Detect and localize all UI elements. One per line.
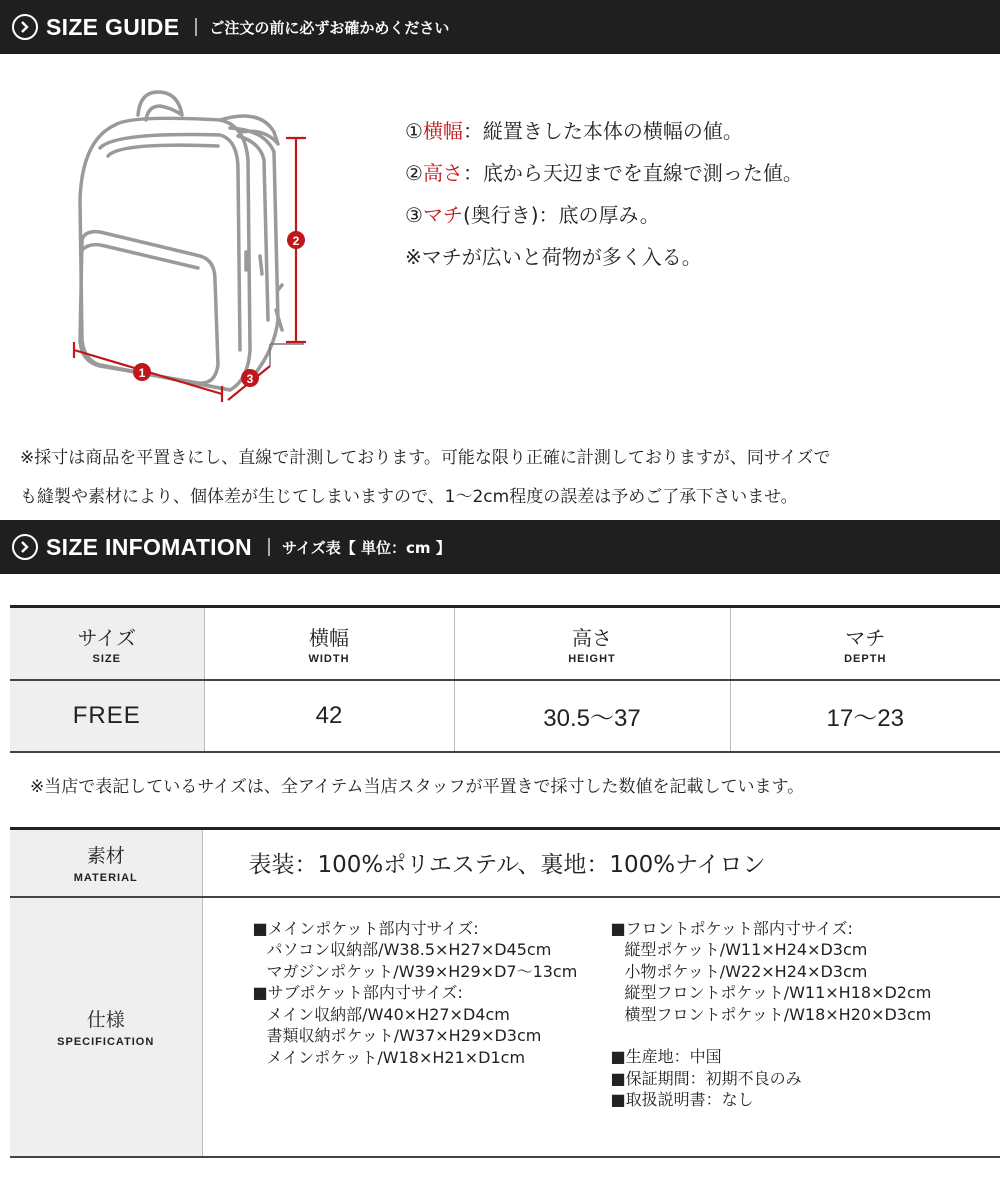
list-item: 縦型フロントポケット/W11×H18×D2cm bbox=[624, 983, 932, 1002]
list-item: ■生産地：中国 bbox=[610, 1047, 722, 1066]
svg-text:1: 1 bbox=[138, 366, 146, 380]
list-item: 書類収納ポケット/W37×H29×D3cm bbox=[266, 1026, 542, 1045]
list-item: ■フロントポケット部内寸サイズ: bbox=[610, 918, 853, 938]
svg-text:3: 3 bbox=[246, 372, 254, 386]
size-guide-subtitle: ご注文の前に必ずお確かめください bbox=[209, 18, 450, 37]
spec-table bbox=[10, 827, 1000, 1158]
dimension-legend bbox=[405, 110, 803, 278]
list-item: メインポケット/W18×H21×D1cm bbox=[266, 1047, 526, 1067]
chevron-circle-icon bbox=[12, 534, 38, 560]
header-depth: マチ DEPTH bbox=[730, 607, 1000, 680]
list-item: 横型フロントポケット/W18×H20×D3cm bbox=[624, 1004, 932, 1024]
header-divider bbox=[268, 538, 270, 556]
material-row bbox=[10, 829, 1000, 897]
legend-width: ①横幅：縦置きした本体の横幅の値。 bbox=[405, 119, 743, 143]
specification-value bbox=[202, 897, 1000, 1157]
cell-size: FREE bbox=[10, 680, 204, 752]
legend-note: ※マチが広いと荷物が多く入る。 bbox=[405, 245, 702, 269]
cell-width: 42 bbox=[204, 680, 454, 752]
header-height: 高さ HEIGHT bbox=[454, 607, 730, 680]
size-guide-title: SIZE GUIDE bbox=[46, 13, 180, 40]
dimension-marker-1 bbox=[133, 363, 151, 381]
list-item: ■保証期間：初期不良のみ bbox=[610, 1068, 802, 1088]
dimension-marker-3 bbox=[241, 369, 259, 387]
header-width: 横幅 WIDTH bbox=[204, 607, 454, 680]
list-item: マガジンポケット/W39×H29×D7～13cm bbox=[266, 961, 578, 981]
spec-column-main bbox=[253, 918, 611, 1069]
size-info-title: SIZE INFOMATION bbox=[46, 533, 252, 560]
backpack-illustration bbox=[60, 80, 370, 424]
cell-height: 30.5～37 bbox=[454, 680, 730, 752]
table-row bbox=[10, 680, 1000, 752]
list-item: パソコン収納部/W38.5×H27×D45cm bbox=[266, 940, 552, 959]
list-item: ■メインポケット部内寸サイズ: bbox=[252, 918, 479, 938]
list-item: ■取扱説明書：なし bbox=[610, 1090, 754, 1109]
header-divider bbox=[195, 18, 197, 36]
size-guide-header bbox=[0, 0, 1000, 54]
measurement-note-line2: も縫製や素材により、個体差が生じてしまいますので、1～2cm程度の誤差は予めご了承下さいませ。 bbox=[20, 487, 798, 507]
spec-column-front bbox=[611, 918, 969, 1111]
specification-row bbox=[10, 897, 1000, 1157]
size-info-header bbox=[0, 520, 1000, 574]
list-item: 小物ポケット/W22×H24×D3cm bbox=[624, 961, 868, 981]
list-item: メイン収納部/W40×H27×D4cm bbox=[266, 1004, 510, 1024]
size-table-note: ※当店で表記しているサイズは、全アイテム当店スタッフが平置きで採寸した数値を記載しています。 bbox=[30, 777, 805, 797]
legend-height: ②高さ：底から天辺までを直線で測った値。 bbox=[405, 161, 803, 185]
cell-depth: 17～23 bbox=[730, 680, 1000, 752]
measurement-note-line1: ※採寸は商品を平置きにし、直線で計測しております。可能な限り正確に計測しておりますが、同サイズで bbox=[20, 448, 831, 468]
size-table bbox=[10, 605, 1000, 753]
specification-label: 仕様 SPECIFICATION bbox=[10, 897, 202, 1157]
material-value: 表装：100%ポリエステル、裏地：100%ナイロン bbox=[202, 829, 1000, 897]
list-item: ■サブポケット部内寸サイズ: bbox=[252, 983, 463, 1002]
header-size: サイズ SIZE bbox=[10, 607, 204, 680]
material-label: 素材 MATERIAL bbox=[10, 829, 202, 897]
chevron-circle-icon bbox=[12, 14, 38, 40]
legend-depth: ③マチ(奥行き)：底の厚み。 bbox=[405, 203, 660, 227]
size-info-subtitle: サイズ表【 単位：cm 】 bbox=[281, 538, 451, 557]
size-table-header-row bbox=[10, 607, 1000, 680]
list-item: 縦型ポケット/W11×H24×D3cm bbox=[624, 940, 868, 959]
dimension-marker-2 bbox=[287, 231, 305, 249]
svg-text:2: 2 bbox=[292, 234, 300, 248]
